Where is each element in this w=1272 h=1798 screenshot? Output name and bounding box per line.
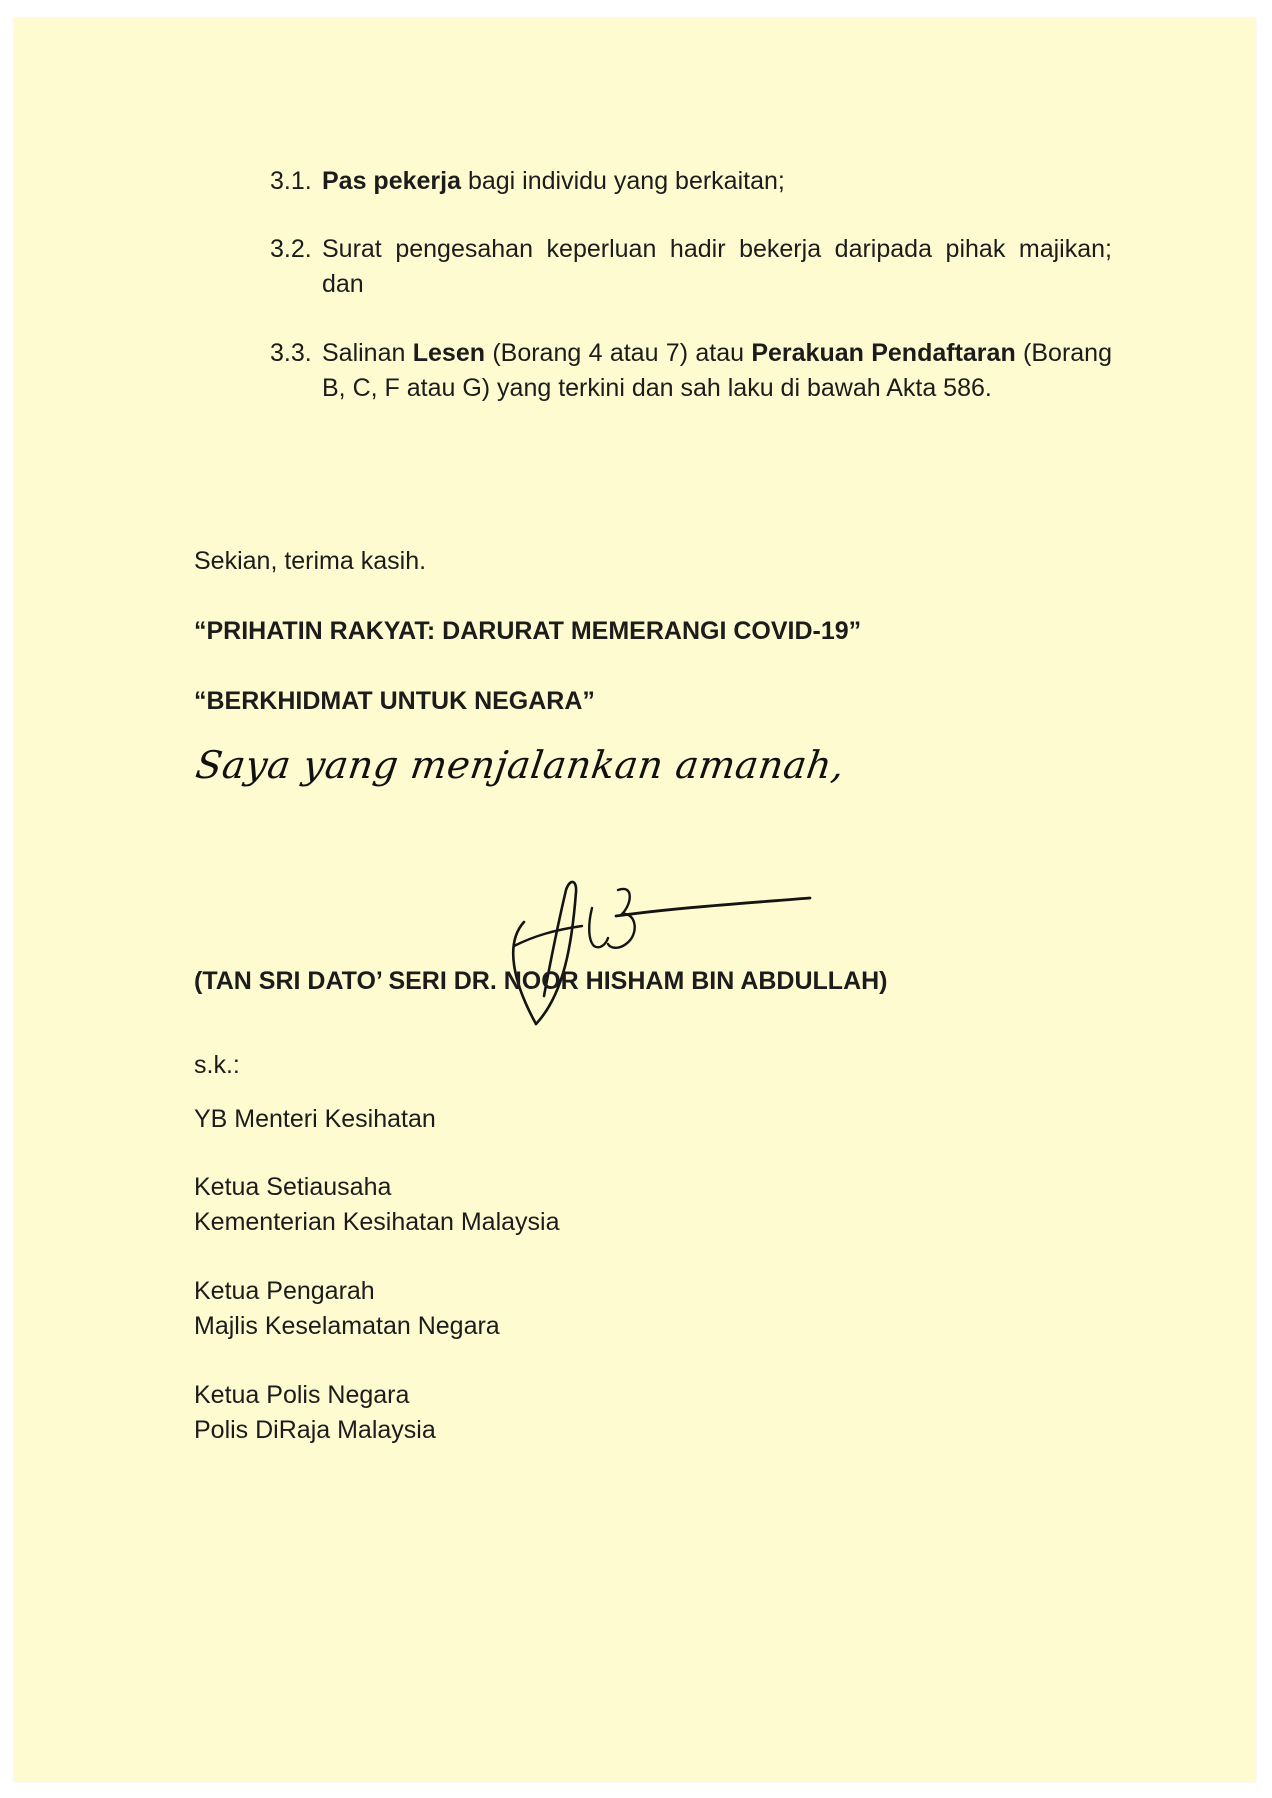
- motto-prihatin: “PRIHATIN RAKYAT: DARURAT MEMERANGI COVID-19”: [194, 617, 862, 645]
- document-page: [14, 18, 1256, 1782]
- signatory-name: (TAN SRI DATO’ SERI DR. NOOR HISHAM BIN ABDULLAH): [194, 967, 888, 995]
- text-normal: (Borang B, C, F atau G) yang terkini dan sah laku di bawah Akta 586.: [322, 339, 1112, 402]
- cc-recipient-org: Kementerian Kesihatan Malaysia: [194, 1208, 560, 1236]
- cc-recipient: Ketua Setiausaha: [194, 1173, 392, 1201]
- text-normal: bagi individu yang berkaitan;: [461, 167, 785, 195]
- list-item-3-3: [270, 336, 1112, 406]
- list-number: 3.2.: [270, 235, 312, 263]
- text-bold: Perakuan Pendaftaran: [751, 339, 1016, 367]
- text-normal: (Borang 4 atau 7) atau: [485, 339, 752, 367]
- list-text: [322, 336, 1112, 406]
- list-item-3-1: [270, 164, 1112, 199]
- list-number: 3.1.: [270, 167, 312, 195]
- list-text: [322, 164, 1112, 199]
- cc-label: s.k.:: [194, 1051, 240, 1079]
- cc-recipient: YB Menteri Kesihatan: [194, 1105, 436, 1133]
- text-normal: Surat pengesahan keperluan hadir bekerja daripada pihak majikan; dan: [322, 235, 1112, 298]
- text-bold: Lesen: [412, 339, 485, 367]
- list-item-3-2: [270, 232, 1112, 302]
- letter-body: [14, 18, 1256, 1782]
- closing-phrase: Saya yang menjalankan amanah,: [192, 743, 848, 787]
- text-bold: Pas pekerja: [322, 167, 461, 195]
- list-number: 3.3.: [270, 339, 312, 367]
- closing-thanks: Sekian, terima kasih.: [194, 547, 427, 575]
- cc-recipient: Ketua Pengarah: [194, 1277, 375, 1305]
- list-text: [322, 232, 1112, 302]
- cc-recipient-org: Polis DiRaja Malaysia: [194, 1416, 436, 1444]
- signature-image: [484, 874, 824, 1034]
- motto-berkhidmat: “BERKHIDMAT UNTUK NEGARA”: [194, 687, 595, 715]
- cc-recipient: Ketua Polis Negara: [194, 1381, 410, 1409]
- cc-recipient-org: Majlis Keselamatan Negara: [194, 1312, 500, 1340]
- text-normal: Salinan: [322, 339, 413, 367]
